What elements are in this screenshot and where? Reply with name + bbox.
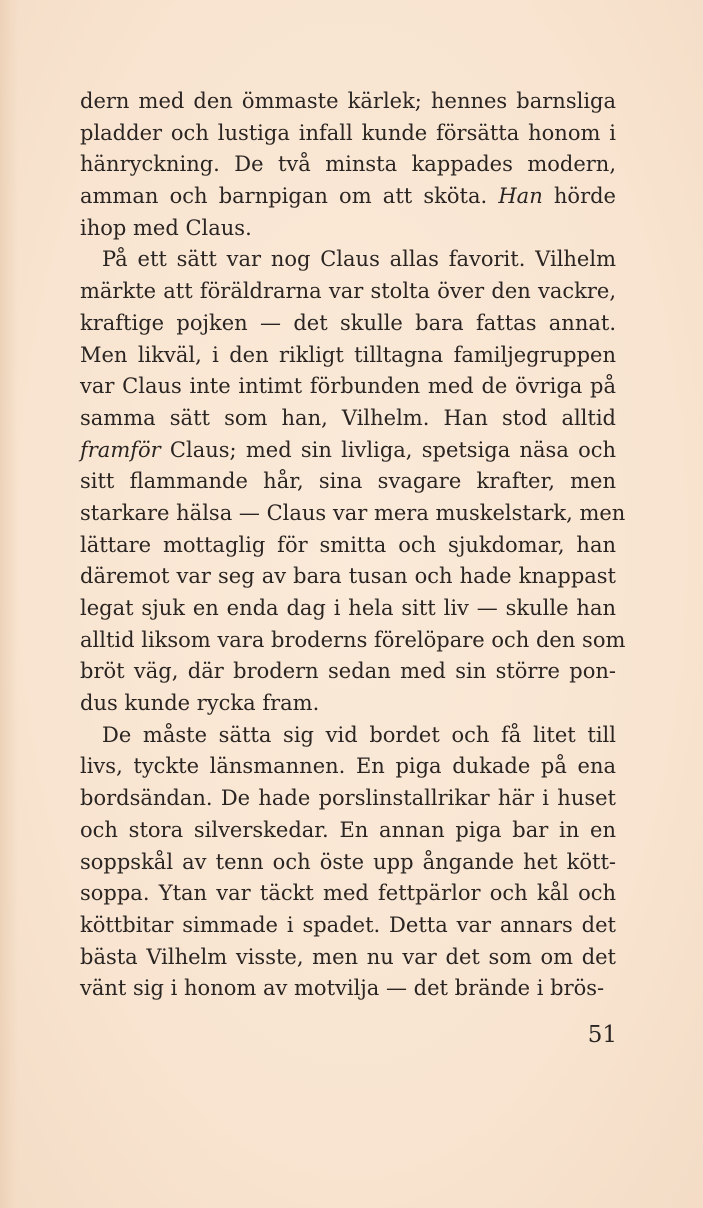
text-line: starkare hälsa — Claus var mera muskelstark, men — [80, 500, 626, 525]
page-gutter-shadow — [0, 0, 18, 1208]
text-line: hänryckning. De två minsta kappades modern, — [80, 152, 616, 177]
text-line: dern med den ömmaste kärlek; hennes barnsliga — [80, 89, 616, 113]
text-line: var Claus inte intimt förbunden med de övriga på — [80, 374, 616, 399]
text-line: bröt väg, där brodern sedan med sin större pon- — [80, 659, 616, 684]
text-line: På ett sätt var nog Claus allas favorit. Vilhelm — [102, 247, 616, 272]
text-line: köttbitar simmade i spadet. Detta var annars det — [80, 912, 616, 937]
text-line: sitt flammande hår, sina svagare krafter, men — [80, 469, 616, 494]
text-line: alltid liksom vara broderns förelöpare och den som — [80, 627, 626, 652]
text-line: ihop med Claus. — [80, 215, 252, 240]
text-line: amman och barnpigan om att sköta. Han hörde — [80, 184, 616, 209]
text-line: märkte att föräldrarna var stolta över den vackre, — [80, 279, 616, 304]
text-line: legat sjuk en enda dag i hela sitt liv — skulle han — [80, 596, 616, 620]
text-line: vänt sig i honom av motvilja — det brände i brös- — [80, 976, 605, 1001]
text-line: kraftige pojken — det skulle bara fattas annat. — [80, 310, 616, 335]
text-line: framför Claus; med sin livliga, spetsiga näsa och — [80, 437, 616, 462]
paragraph — [80, 86, 616, 244]
text-line: däremot var seg av bara tusan och hade knappast — [80, 564, 616, 589]
text-line: bordsändan. De hade porslinstallrikar här i huset — [80, 786, 616, 811]
paragraph — [80, 720, 616, 1005]
text-line: soppskål av tenn och öste upp ångande het kött- — [80, 849, 616, 874]
page-number: 51 — [587, 1022, 617, 1048]
paragraph — [80, 244, 626, 719]
text-line: dus kunde rycka fram. — [80, 691, 320, 716]
emphasis-text: framför — [80, 437, 161, 462]
text-line: Men likväl, i den rikligt tilltagna familjegruppen — [80, 342, 616, 367]
text-line: De måste sätta sig vid bordet och få litet till — [102, 722, 616, 747]
text-line: och stora silverskedar. En annan piga bar in en — [80, 817, 616, 842]
text-line: lättare mottaglig för smitta och sjukdomar, han — [80, 532, 616, 557]
text-line: pladder och lustiga infall kunde försätta honom i — [80, 120, 616, 145]
text-line: livs, tyckte länsmannen. En piga dukade på ena — [80, 754, 616, 779]
text-line: bästa Vilhelm visste, men nu var det som om det — [80, 944, 616, 969]
text-line: samma sätt som han, Vilhelm. Han stod alltid — [80, 405, 616, 430]
body-text — [80, 86, 626, 1005]
emphasis-text: Han — [498, 184, 543, 209]
text-line: soppa. Ytan var täckt med fettpärlor och kål och — [80, 881, 616, 906]
